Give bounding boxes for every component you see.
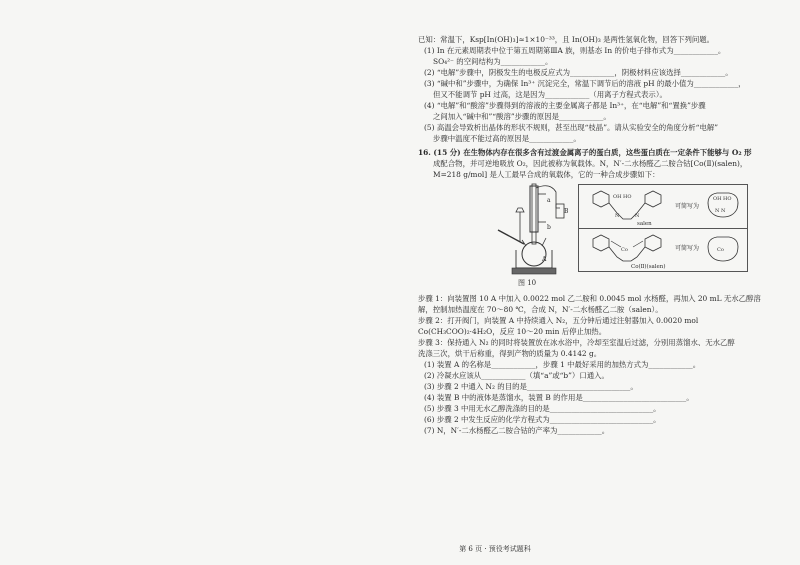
svg-text:Co: Co xyxy=(621,247,628,253)
question-15-3-cont: 但又不能调节 pH 过高，这是因为____________（用离子方程式表示）。 xyxy=(433,90,667,99)
salen-full-structure-icon xyxy=(583,189,671,225)
question-16-7: (7) N，N′-二水杨醛乙二胺合钴的产率为____________。 xyxy=(424,426,610,435)
question-15-1-cont: SO₄²⁻ 的空间结构为____________。 xyxy=(433,57,553,66)
co-salen-structure xyxy=(579,228,747,272)
question-15-2: (2) “电解”步骤中，阴极发生的电极反应式为____________，阴极材料应该选择____________。 xyxy=(424,68,733,77)
question-16-5: (5) 步骤 3 中用无水乙醇洗涤的目的是____________________________。 xyxy=(424,404,661,413)
svg-text:OH HO: OH HO xyxy=(613,194,632,200)
question-15-5: (5) 高温会导致析出晶体的形状不规则，甚至出现“枝晶”。请从实验安全的角度分析“电解” xyxy=(424,123,718,132)
salen-caption: salen xyxy=(637,221,652,227)
step-3-cont: 洗涤三次，烘干后称重，得到产物的质量为 0.4142 g。 xyxy=(418,349,602,358)
step-2-cont: Co(CH₃COO)₂·4H₂O，反应 10～20 min 后停止加热。 xyxy=(418,327,607,336)
question-16-6: (6) 步骤 2 中发生反应的化学方程式为____________________________。 xyxy=(424,415,661,424)
co-salen-note: 可简写为 xyxy=(675,245,700,252)
svg-text:N: N xyxy=(635,213,640,219)
salen-short-icon xyxy=(703,189,743,219)
step-1: 步骤 1：向装置图 10 A 中加入 0.0022 mol 乙二胺和 0.0045 mol 水杨醛，再加入 20 mL 无水乙醇溶 xyxy=(418,294,761,303)
svg-text:N N: N N xyxy=(715,208,726,214)
step-2: 步骤 2：打开阀门，向装置 A 中持续通入 N₂，五分钟后通过注射器加入 0.0020 mol xyxy=(418,316,699,325)
page-footer: 第 6 页 · 预役考试题科 xyxy=(459,545,531,553)
co-salen-short-icon xyxy=(703,233,743,263)
figure-caption: 图 10 xyxy=(518,279,537,287)
co-salen-caption: Co(Ⅱ)(salen) xyxy=(631,264,666,270)
question-16-stem-2: 成配合物，并可逆地吸放 O₂，因此被称为氧载体。N，N′-二水杨醛乙二胺合钴[Co(Ⅱ)(salen)， xyxy=(433,159,748,168)
label-a: a xyxy=(547,197,551,204)
svg-text:N: N xyxy=(615,213,620,219)
question-15-4-cont: 之间加入“碱中和”“酸溶”步骤的原因是____________。 xyxy=(433,112,611,121)
question-16-1: (1) 装置 A 的名称是____________，步骤 1 中最好采用的加热方式为____________。 xyxy=(424,360,701,369)
apparatus-diagram xyxy=(490,182,580,278)
question-15-5-cont: 步骤中温度不能过高的原因是____________。 xyxy=(433,134,581,143)
structure-box xyxy=(578,184,748,272)
step-1-cont: 解，控制加热温度在 70～80 ℃，合成 N，N′-二水杨醛乙二胺（salen）。 xyxy=(418,305,663,314)
svg-text:OH HO: OH HO xyxy=(713,196,732,202)
question-15-3: (3) “碱中和”步骤中，为确保 In³⁺ 沉淀完全，常温下调节后的溶液 pH 的最小值为____________， xyxy=(424,79,746,88)
question-16-4: (4) 装置 B 中的液体是蒸馏水，装置 B 的作用是____________________________。 xyxy=(424,393,694,402)
question-16-stem-3: M=218 g/mol] 是人工最早合成的氧载体，它的一种合成步骤如下： xyxy=(433,170,660,179)
label-A: A xyxy=(542,256,547,263)
svg-text:Co: Co xyxy=(717,247,724,253)
question-15-1: (1) In 在元素周期表中位于第五周期第ⅢA 族，则基态 In 的价电子排布式为____________。 xyxy=(424,46,726,55)
given-line: 已知：常温下，Ksp[In(OH)₃]≈1×10⁻³³，且 In(OH)₃ 是两性氢氧化物，回答下列问题。 xyxy=(418,35,715,44)
figure-10 xyxy=(418,182,778,290)
question-16-stem: 16. (15 分) 在生物体内存在很多含有过渡金属离子的蛋白质，这些蛋白质在一定条件下能够与 O₂ 形 xyxy=(418,148,752,157)
question-16-3: (3) 步骤 2 中通入 N₂ 的目的是____________________________。 xyxy=(424,382,638,391)
salen-structure xyxy=(579,185,747,228)
label-b: b xyxy=(547,224,551,231)
step-3: 步骤 3：保持通入 N₂ 的同时将装置放在冰水浴中，冷却至室温后过滤，分别用蒸馏水、无水乙醇 xyxy=(418,338,735,347)
text-column xyxy=(418,34,778,436)
question-16-2: (2) 冷凝水应该从____________（填“a”或“b”）口通入。 xyxy=(424,371,609,380)
salen-note: 可简写为 xyxy=(675,203,700,210)
label-B: B xyxy=(564,208,569,215)
question-15-4: (4) “电解”和“酸溶”步骤得到的溶液的主要金属离子都是 In³⁺，在“电解”和“置换”步骤 xyxy=(424,101,706,110)
